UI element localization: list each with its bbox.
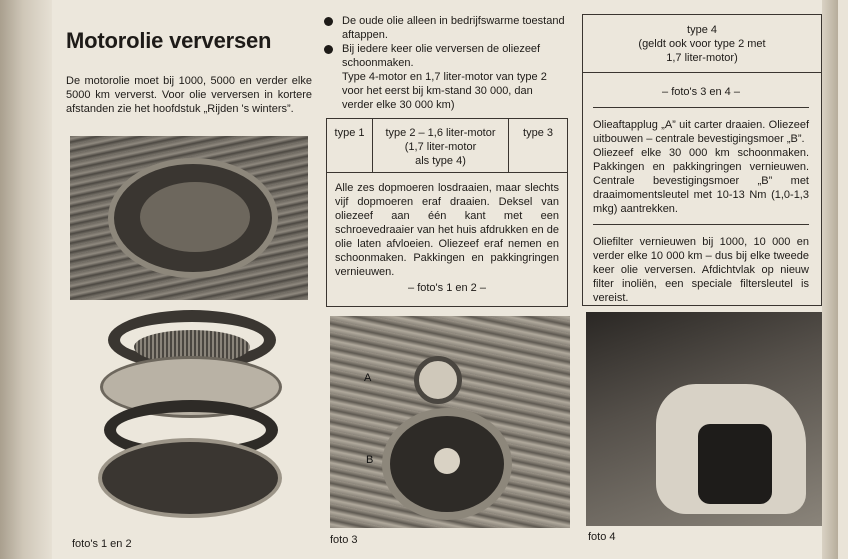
header-type2-line2: (1,7 liter-motor xyxy=(404,141,477,153)
type4-section xyxy=(583,73,821,305)
caption-photo4: foto 4 xyxy=(588,531,616,543)
type-table xyxy=(326,118,568,307)
strainer-inner-plate-icon xyxy=(140,182,250,252)
drain-plug-icon xyxy=(414,356,462,404)
header-type3: type 3 xyxy=(523,127,553,139)
bullet-item xyxy=(322,42,566,70)
photo-drain-plug xyxy=(330,316,570,528)
caption-photo3: foto 3 xyxy=(330,534,358,546)
type-table-body xyxy=(327,173,567,295)
type4-header xyxy=(583,15,821,73)
table-footer: – foto's 1 en 2 – xyxy=(408,282,486,294)
photo-oil-strainer-cover xyxy=(70,136,308,300)
bullet-dot-icon xyxy=(324,17,333,26)
type4-photos-ref: – foto's 3 en 4 – xyxy=(662,86,740,98)
divider xyxy=(593,224,809,225)
header-type2 xyxy=(373,119,509,172)
bullet-item xyxy=(322,14,566,42)
header-type2-line3: als type 4) xyxy=(415,155,466,167)
type4-text3: Oliefilter vernieuwen bij 1000, 10 000 en verder elke 10 000 km – dus bij elke tweede keer olie verversen. Afdichtvlak op nieuw filter inoliën, een speciale filtersleutel is vereist. xyxy=(593,236,809,304)
type4-text2: Oliezeef elke 30 000 km schoonmaken. Pakkingen en pakkingringen vernieuwen. Centrale bevestigingsmoer „B” met draaimomentsleutel met 10-13 Nm (1,0-1,3 mkg) aantrekken. xyxy=(593,147,809,215)
header-type2-line1: type 2 – 1,6 liter-motor xyxy=(385,127,496,139)
type4-line1: type 4 xyxy=(687,24,717,36)
bullet-note: Type 4-motor en 1,7 liter-motor van type 2 voor het eerst bij km-stand 30 000, dan verder elke 30 000 km) xyxy=(342,71,547,111)
nut-b-icon xyxy=(434,448,460,474)
intro-paragraph: De motorolie moet bij 1000, 5000 en verder elke 5000 km ververst. Voor olie verversen in kortere afstanden zie het hoofdstuk „Rijden 's winters”. xyxy=(66,75,312,115)
page-title: Motorolie verversen xyxy=(66,28,272,53)
caption-photo1: foto's 1 en 2 xyxy=(72,538,132,550)
bullet-dot-icon xyxy=(324,45,333,54)
label-a: A xyxy=(364,372,372,384)
photo-oil-filter xyxy=(586,312,822,526)
oil-filter-icon xyxy=(698,424,772,504)
type4-line3: 1,7 liter-motor) xyxy=(666,52,738,64)
photo-strainer-parts xyxy=(96,310,286,530)
label-b: B xyxy=(366,454,374,466)
right-page-edge xyxy=(838,0,848,559)
cover-icon xyxy=(98,438,282,518)
bullet-text: De oude olie alleen in bedrijfswarme toestand aftappen. xyxy=(342,15,565,41)
type4-line2: (geldt ook voor type 2 met xyxy=(638,38,766,50)
bullet-text: Bij iedere keer olie verversen de oliezeef schoonmaken. xyxy=(342,43,541,69)
type4-text1: Olieaftapplug „A” uit carter draaien. Oliezeef uitbouwen – centrale bevestigingsmoer „B”. xyxy=(593,119,809,145)
type4-box xyxy=(582,14,822,306)
type-table-header xyxy=(327,119,567,173)
table-body-text: Alle zes dopmoeren losdraaien, maar slechts vijf dopmoeren eraf draaien. Deksel van oliezeef aan één kant met een schroevedraaier van het huis afdrukken en de olie laten afvloeien. Oliezeef eraf nemen en schoonmaken. Pakkingen en pakkingringen vernieuwen. xyxy=(335,182,559,278)
left-page-edge xyxy=(0,0,52,559)
divider xyxy=(593,107,809,108)
header-type1: type 1 xyxy=(327,119,373,172)
bullet-list xyxy=(322,14,566,112)
